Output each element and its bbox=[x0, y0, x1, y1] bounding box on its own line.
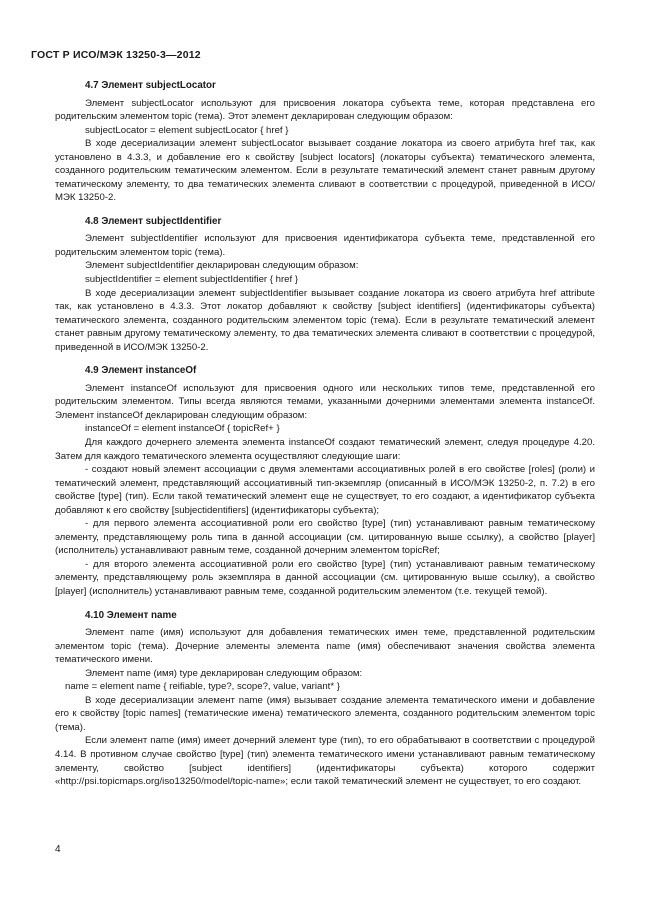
paragraph: Элемент name (имя) type декларирован следующим образом: bbox=[85, 667, 363, 679]
paragraph: В ходе десериализации элемент subjectLocator вызывает создание локатора из своего атрибута href так, как установлено в 4.3.3, и добавление его к свойству [subject locators] (локаторы субъекта) тематического элемента, созданного родительским тематическим элементом. Если в результате тематический элемент станет равным другому тематическому элементу, то два тематических элемента сливают в соответствии с процедурой, приведенной в ИСО/МЭК 13250-2. bbox=[55, 138, 595, 204]
code-declaration: name = element name { reifiable, type?, scope?, value, variant* } bbox=[65, 681, 340, 693]
section-subject-identifier bbox=[55, 215, 595, 354]
section-instance-of bbox=[55, 364, 595, 598]
paragraph: Элемент subjectIdentifier используют для присвоения идентификатора субъекта теме, представленной его родительским элементом topic (тема). bbox=[55, 233, 595, 258]
paragraph: В ходе десериализации элемент name (имя) вызывает создание элемента тематического имени и добавление его к свойству [topic names] (тематические имена) тематического элемента, созданного родительским элементом topic (тема). bbox=[55, 694, 595, 733]
paragraph: Если элемент name (имя) имеет дочерний элемент type (тип), то его обрабатывают в соответствии с процедурой 4.14. В противном случае свойство [type] (тип) элемента тематического имени устанавливают равным тематическому элементу, свойство [subject identifiers] (идентификаторы субъекта) которого содержит «http://psi.topicmaps.org/iso13250/model/topic-name»; если такой тематический элемент не существует, то его создают. bbox=[55, 735, 595, 788]
paragraph: Элемент name (имя) используют для добавления тематических имен теме, представленной родительским элементом topic (тема). Дочерние элементы элемента name (имя) обеспечивают значения свойства элемента тематического имени. bbox=[55, 627, 595, 666]
section-heading: 4.9 Элемент instanceOf bbox=[85, 365, 197, 377]
section-heading: 4.10 Элемент name bbox=[85, 609, 177, 621]
document-body bbox=[55, 79, 595, 789]
section-heading: 4.7 Элемент subjectLocator bbox=[85, 80, 216, 91]
section-subject-locator bbox=[55, 79, 595, 205]
section-heading: 4.8 Элемент subjectIdentifier bbox=[85, 215, 222, 227]
page-number: 4 bbox=[55, 844, 61, 855]
list-item: - создают новый элемент ассоциации с двумя элементами ассоциативных ролей в его свойстве [roles] (роли) и тематический элемент, представляющий ассоциативный тип-экземпляр (описанный в ИСО/МЭК 13250-2, п. 7.2) в его свойстве [type] (тип). Если такой тематический элемент еще не существует, то его создают, а идентификатор субъекта добавляют к его свойству [subjectidentifiers] (идентификаторы субъекта); bbox=[55, 464, 595, 516]
code-declaration: subjectLocator = element subjectLocator { href } bbox=[85, 124, 289, 136]
paragraph: Элемент instanceOf используют для присвоения одного или нескольких типов теме, представленной его родительским элементом. Типы всегда являются темами, указанными дочерними элементами элемента instanceOf. Элемент instanceOf декларирован следующим образом: bbox=[55, 382, 595, 421]
paragraph: В ходе десериализации элемент subjectIdentifier вызывает создание локатора из своего атрибута href attribute так, как установлено в 4.3.3. Этот локатор добавляют к свойству [subject identifiers] (идентификаторы субъекта) тематического элемента, созданного родительским элементом topic (тема). Если в результате тематический элемент станет равным другому тематическому элементу, то два тематических элемента сливают в соответствии с процедурой, приведенной в ИСО/МЭК 13250-2. bbox=[55, 287, 595, 353]
code-declaration: instanceOf = element instanceOf { topicRef+ } bbox=[85, 423, 280, 435]
paragraph: Элемент subjectLocator используют для присвоения локатора субъекта теме, которая представлена его родительским элементом topic (тема). Этот элемент декларирован следующим образом: bbox=[55, 97, 595, 123]
section-name bbox=[55, 609, 595, 789]
standard-header: ГОСТ Р ИСО/МЭК 13250-3—2012 bbox=[31, 49, 201, 61]
code-declaration: subjectIdentifier = element subjectIdentifier { href } bbox=[85, 274, 299, 286]
paragraph: Элемент subjectIdentifier декларирован следующим образом: bbox=[85, 260, 359, 272]
paragraph: Для каждого дочернего элемента элемента instanceOf создают тематический элемент, следуя процедуре 4.20. Затем для каждого тематического элемента осуществляют следующие шаги: bbox=[55, 436, 595, 462]
list-item: - для первого элемента ассоциативной роли его свойство [type] (тип) устанавливают равным тематическому элементу, представляющему роль типа в данной ассоциации (см. цитированную выше ссылку), а свойство [player] (исполнитель) устанавливают равным теме, созданной дочерним элементом topicRef; bbox=[55, 518, 595, 557]
list-item: - для второго элемента ассоциативной роли его свойство [type] (тип) устанавливают равным тематическому элементу, представляющему роль экземпляра в данной ассоциации (см. цитированную выше ссылку), а свойство [player] (исполнитель) устанавливают равным теме, созданной родительским элементом (т.е. текущей темой). bbox=[55, 558, 595, 597]
